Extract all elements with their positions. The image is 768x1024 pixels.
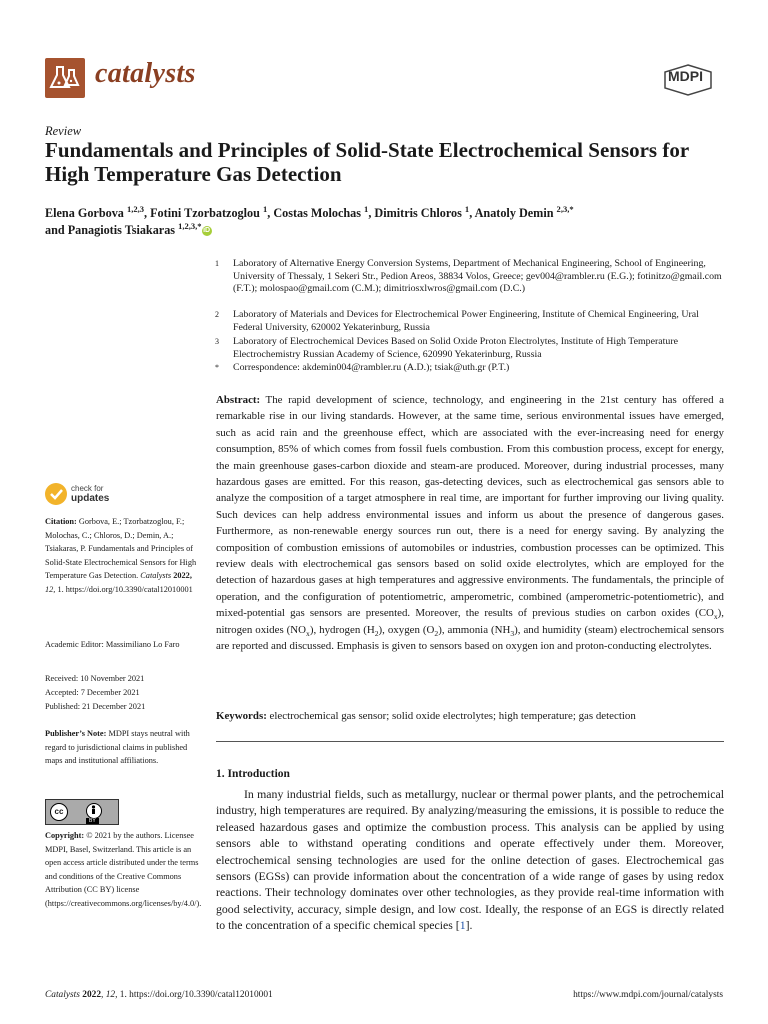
intro-paragraph: In many industrial fields, such as metallurgy, nuclear or thermal power plants, and the petrochemical industry, high temperatures are required. By analyzing/measuring the emissions, it is possible to reduce the released hazardous gases and optimize the combustion process. This analysis can be applied by using sensors able to withstand operating conditions and operate effectively under them. Moreover, electrochemical sensing technologies are used for the online detection of gases. Electrochemical gas sensors (EGSs) can provide information about the concentration of a wide range of gases by using redox reactions. Their technology dominates over other technologies, as they provide real-time information with good selectivity, accuracy, simple design, and low cost. Ideally, the response of an EGS is directly related to the concentration of a specific chemical species [1]. <box>216 787 724 933</box>
attribution-icon <box>86 803 102 819</box>
footer-journal-url[interactable]: https://www.mdpi.com/journal/catalysts <box>573 990 723 1000</box>
author-name: Elena Gorbova <box>45 206 124 220</box>
author-name: Costas Molochas <box>273 206 361 220</box>
keywords: Keywords: electrochemical gas sensor; solid oxide electrolytes; high temperature; gas detection <box>216 710 636 722</box>
article-type: Review <box>45 124 82 138</box>
affiliation-1: 1 Laboratory of Alternative Energy Conversion Systems, Department of Mechanical Engineering, School of Engineering, University of Thessaly, 1 Sekeri Str., Pedion Areos, 38834 Volos, Greece; gev004@rambler.ru (E.G.); fotinitzo@gmail.com (F.T.); molospao@gmail.com (C.M.); dimitriosxlwros@gmail.com (D.C.) <box>215 258 722 294</box>
correspondence: * Correspondence: akdemin004@rambler.ru (A.D.); tsiak@uth.gr (P.T.) <box>215 362 510 373</box>
check-updates-line2[interactable]: updates <box>71 493 110 504</box>
journal-logo-icon <box>45 58 85 98</box>
publisher-note: Publisher’s Note: MDPI stays neutral with regard to jurisdictional claims in published maps and institutional affiliations. <box>45 729 190 766</box>
reference-link[interactable]: 1 <box>459 918 466 933</box>
check-updates-line1[interactable]: check for <box>71 484 104 493</box>
keywords-label: Keywords: <box>216 710 267 722</box>
author-name: Panagiotis Tsiakaras <box>67 223 176 237</box>
citation: Citation: Gorbova, E.; Tzorbatzoglou, F.; Molochas, C.; Chloros, D.; Demin, A.; Tsiakaras, P. Fundamentals and Principles of Solid-State Electrochemical Sensors for High Temperature Gas Detection. Catalysts 2022, 12, 1. https://doi.org/10.3390/catal12010001 <box>45 517 197 594</box>
paper-title: Fundamentals and Principles of Solid-State Electrochemical Sensors for High Temperature Gas Detection <box>45 138 689 186</box>
abstract: Abstract: The rapid development of science, technology, and engineering in the 21st century has offered a remarkable rise in our living standards. However, at the same time, serious environmental issues have emerged, such as acid rain and the greenhouse effect, which are associated with the ever-increasing need for energy consumption, 85% of which comes from fossil fuels combustion. From this combustion process, except for energy, the main greenhouse gases-carbon dioxide and steam-are produced. Moreover, during industrial processes, many hazardous gases are emitted. For this reason, gas-detecting devices, such as electrochemical gas sensors able to analyze the composition of a target atmosphere in real time, are important for further improving our living quality. Such devices can help address environmental issues and inform us about the presence of dangerous gases. Furthermore, as non-renewable energy sources run out, there is a need for energy saving. By analyzing the composition of combustion emissions of automobiles or industries, combustion processes can be optimized. This review deals with electrochemical gas sensors based on solid oxide electrolytes, which are employed for the detection of hazardous gases at high temperatures and aggressive environments. The fundamentals, the principle of operation, and the configuration of potentiometric, amperometric, combined (amperometric-potentiometric), and mixed-potential gas sensors are presented. Moreover, the results of previous studies on carbon oxides $(CO_x)$, nitrogen oxides $(NO_x)$, hydrogen $(H_2)$, oxygen $(O_2)$, ammonia $(NH_3)$, and humidity (steam) electrochemical sensors are reported and discussed. Emphasis is given to sensors based on oxygen ion and proton-conducting electrolytes. <box>216 394 725 653</box>
academic-editor: Academic Editor: Massimiliano Lo Faro <box>45 640 180 649</box>
publisher-name: MDPI <box>668 68 703 84</box>
orcid-icon[interactable]: iD <box>203 227 211 235</box>
divider <box>216 741 724 742</box>
received-date: Received: 10 November 2021 <box>45 674 145 683</box>
abstract-label: Abstract: <box>216 394 261 406</box>
copyright: Copyright: © 2021 by the authors. Licensee MDPI, Basel, Switzerland. This article is an open access article distributed under the terms and conditions of the Creative Commons Attribution (CC BY) license (https://creativecommons.org/licenses/by/4.0/). <box>45 831 202 908</box>
check-for-updates-icon[interactable] <box>45 483 67 505</box>
author-name: Anatoly Demin <box>474 206 554 220</box>
author-name: Dimitris Chloros <box>374 206 462 220</box>
published-date: Published: 21 December 2021 <box>45 702 146 711</box>
cc-license-badge[interactable]: cc BY <box>45 799 119 825</box>
affiliation-3: 3 Laboratory of Electrochemical Devices Based on Solid Oxide Proton Electrolytes, Institute of High Temperature Electrochemistry Russian Academy of Science, 620990 Yekaterinburg, Russia <box>215 336 679 360</box>
author-list: Elena Gorbova $^{1,2,3}$, Fotini Tzorbatzoglou $^1$, Costas Molochas $^1$, Dimitris Chloros $^1$, Anatoly Demin $^{2,3,*}$ and Panagiotis Tsiakaras $^{1,2,3,*}$ iD <box>45 203 574 237</box>
author-name: Fotini Tzorbatzoglou <box>150 206 260 220</box>
affiliation-2: 2 Laboratory of Materials and Devices for Electrochemical Power Engineering, Institute of Chemical Engineering, Ural Federal University, 620002 Yekaterinburg, Russia <box>215 309 699 333</box>
section-heading: 1. Introduction <box>216 768 290 780</box>
accepted-date: Accepted: 7 December 2021 <box>45 688 140 697</box>
cc-icon: cc <box>50 803 68 821</box>
journal-name[interactable]: catalysts <box>95 58 196 89</box>
footer-citation: Catalysts 2022, 12, 1. https://doi.org/10.3390/catal12010001 <box>45 990 273 1000</box>
